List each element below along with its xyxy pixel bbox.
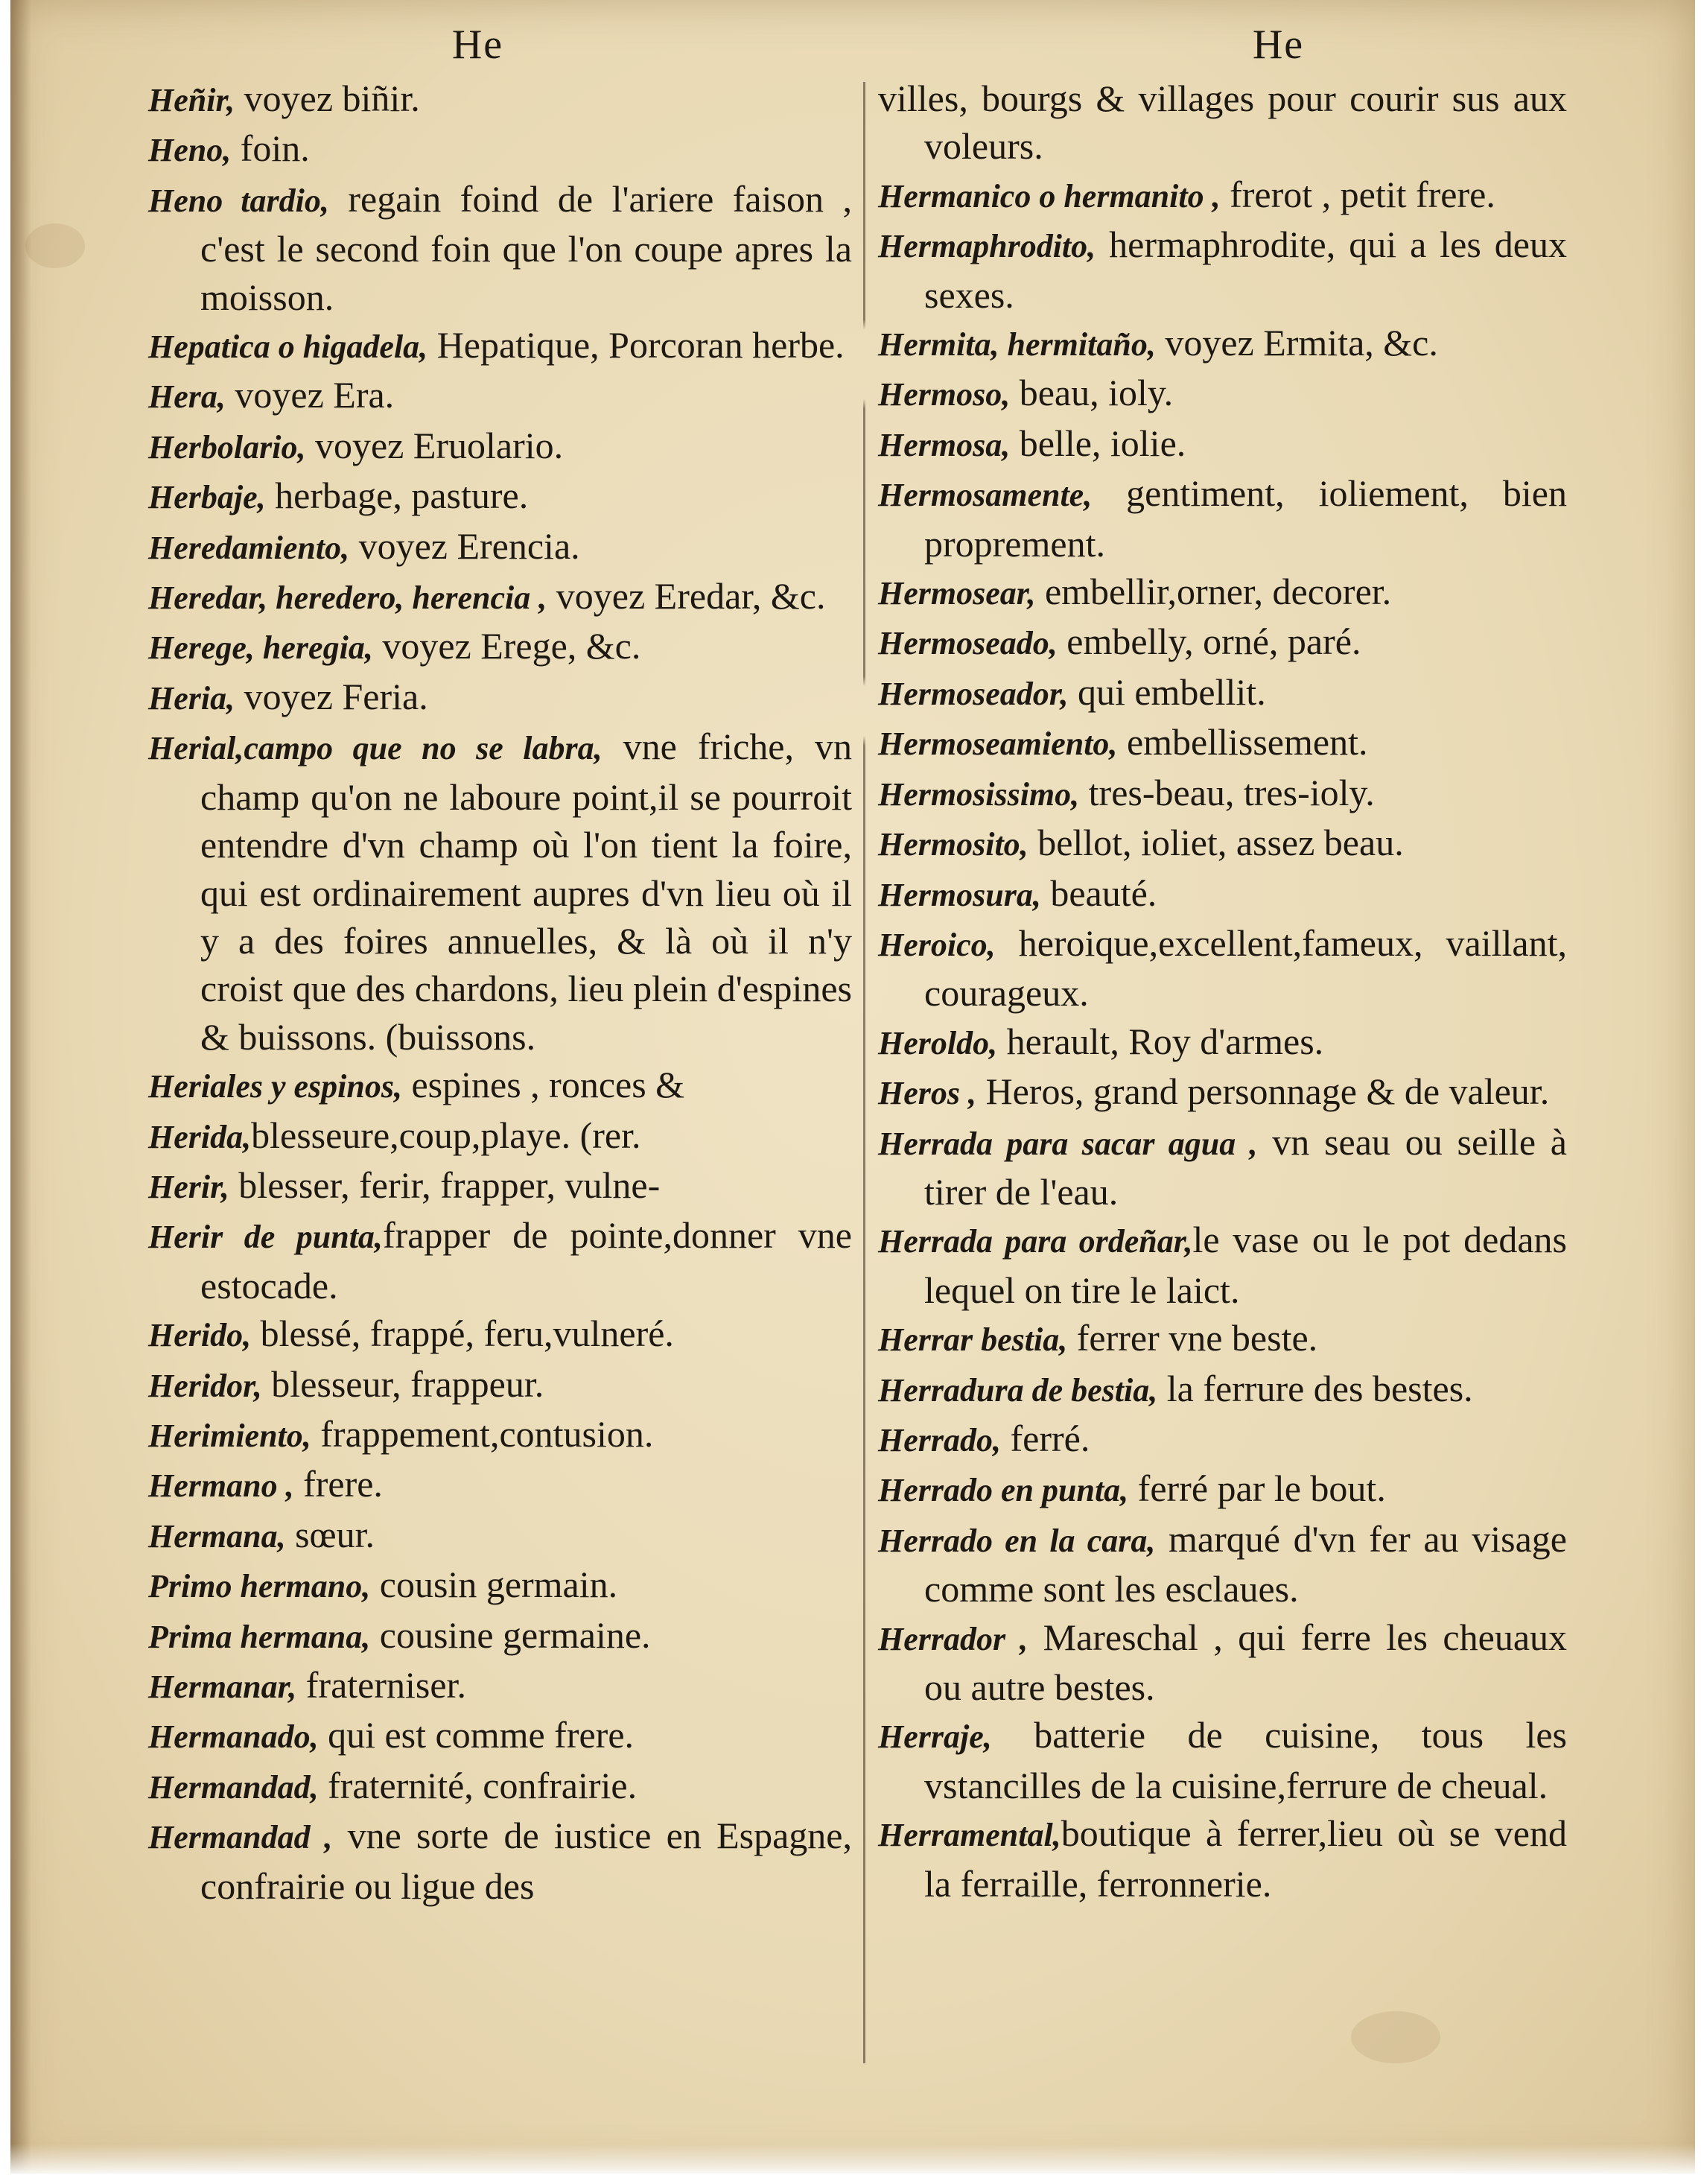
entry-headword: Heridor, [148,1367,262,1404]
gutter-shadow [10,0,31,2174]
dictionary-entry [148,175,852,321]
dictionary-entry [148,1310,852,1359]
entry-headword: Hermandad , [148,1819,333,1856]
dictionary-entry [878,1118,1567,1216]
dictionary-entry [148,723,852,1061]
entry-headword: Hermana, [148,1517,286,1555]
entry-headword: Herir de punta, [148,1219,383,1256]
entry-headword: Hera, [148,378,226,416]
entry-headword: Hermoseamiento, [878,726,1118,763]
entry-headword: Heria, [148,679,235,717]
dictionary-entry [148,522,852,572]
entry-headword: Herradura de bestia, [878,1371,1158,1409]
dictionary-entry [878,1365,1567,1415]
left-running-header: He [451,22,504,68]
entry-headword: Herbaje, [148,479,266,516]
dictionary-entry [878,1711,1567,1809]
entry-definition: voyez Erege, &c. [372,625,641,667]
entry-definition: ferré. [1001,1417,1090,1459]
entry-definition: bellot, ioliet, assez beau. [1028,822,1404,864]
entry-definition: le vase ou le pot dedans lequel on tire le laict. [924,1219,1567,1311]
entry-definition: gentiment, ioliement, bien proprement. [924,472,1567,565]
dictionary-entry [878,1613,1567,1712]
dictionary-entry [148,321,852,371]
entry-headword: Herege, heregia, [148,629,373,667]
dictionary-entry [148,472,852,521]
entry-definition: cousine germaine. [370,1613,651,1656]
dictionary-entry [148,1812,852,1910]
entry-definition: blesseur, frappeur. [261,1362,544,1405]
entry-definition: voyez Feria. [235,675,428,717]
entry-definition: villes, bourgs & villages pour courir sus aux voleurs. [878,77,1567,168]
entry-headword: Herido, [148,1317,252,1354]
dictionary-entry [878,1809,1567,1908]
entry-definition: qui embellit. [1068,670,1266,713]
dictionary-entry [878,1464,1567,1514]
entry-headword: Herrada para sacar agua , [878,1125,1258,1162]
entry-headword: Herrada para ordeñar, [878,1223,1193,1260]
dictionary-entry [878,869,1567,919]
entry-headword: Herbolario, [148,428,306,466]
entry-definition: blessé, frappé, feru,vulneré. [251,1312,674,1355]
dictionary-entry [148,1360,852,1410]
entry-definition: voyez Erencia. [349,524,580,567]
dictionary-entry [148,371,852,421]
entry-definition: voyez Eruolario. [305,424,564,466]
entry-headword: Hermosura, [878,876,1041,913]
dictionary-entry [148,1111,852,1161]
entry-definition: boutique à ferrer,lieu où se vend la ferraille, ferronnerie. [924,1812,1567,1905]
entry-headword: Herraje, [878,1718,992,1756]
entry-definition: embellir,orner, decorer. [1035,571,1392,613]
dictionary-entry [878,819,1567,869]
entry-headword: Heñir, [148,82,235,118]
dictionary-entry [148,1511,852,1561]
entry-definition: cousin germain. [370,1564,618,1606]
dictionary-entry [878,668,1567,718]
entry-headword: Heriales y espinos, [148,1068,402,1105]
dictionary-entry [148,1711,852,1761]
entry-headword: Hermanado, [148,1718,319,1756]
entry-headword: Herramental, [878,1817,1061,1854]
dictionary-entry [148,1061,852,1111]
entry-headword: Hermita, hermitaño, [878,326,1156,364]
entry-definition: voyez Eredar, &c. [547,575,826,618]
entry-headword: Primo hermano, [148,1568,371,1605]
dictionary-entry [148,1460,852,1510]
right-entries [878,74,1567,1908]
dictionary-entry [878,618,1567,667]
entry-headword: Herir, [148,1168,229,1205]
entry-definition: Heros, grand personnage & de valeur. [976,1070,1550,1113]
entry-definition: beau, ioly. [1010,372,1174,414]
entry-headword: Herrado, [878,1421,1001,1458]
entry-headword: Hermosissimo, [878,775,1080,813]
entry-definition: vne friche, vn champ qu'on ne laboure point,il se pourroit entendre d'vn champ où l'on tient la foire, qui est ordinairement aupres d'vn lieu où il y a des foires annuelles, & là où il n'y croist que des chardons, lieu plein d'espines & buissons. (buissons. [200,726,852,1058]
entry-definition: batterie de cuisine, tous les vstancilles de la cuisine,ferrure de cheual. [924,1714,1567,1806]
entry-headword: Heno, [148,132,232,169]
entry-definition: la ferrure des bestes. [1157,1367,1473,1409]
entry-headword: Prima hermana, [148,1618,371,1655]
dictionary-entry [878,919,1567,1018]
entry-definition: tres-beau, tres-ioly. [1079,771,1375,813]
dictionary-entry [878,171,1567,220]
entry-definition: fraterniser. [296,1664,466,1706]
entry-headword: Heredamiento, [148,529,350,566]
entry-definition: voyez Ermita, &c. [1155,322,1438,364]
entry-headword: Hermoso, [878,376,1011,413]
dictionary-entry [148,74,852,124]
entry-headword: Hermanico o hermanito , [878,177,1221,215]
dictionary-entry [148,1611,852,1661]
dictionary-entry [148,1661,852,1711]
dictionary-entry [878,718,1567,768]
dictionary-entry [148,673,852,723]
entry-headword: Herrador , [878,1620,1028,1657]
entry-definition: voyez Era. [225,374,395,416]
entry-definition: hermaphrodite, qui a les deux sexes. [924,223,1567,316]
entry-definition: espines , ronces & [401,1064,685,1106]
dictionary-entry [878,1515,1567,1613]
entry-headword: Hermoseador, [878,675,1069,712]
dictionary-entry [878,1067,1567,1117]
dictionary-entry [148,572,852,622]
dictionary-entry [878,220,1567,319]
entry-definition: Mareschal , qui ferre les cheuaux ou autre bestes. [924,1616,1568,1708]
dictionary-entry [148,1211,852,1310]
dictionary-entry [148,622,852,672]
dictionary-entry [878,74,1567,171]
entry-definition: regain foind de l'ariere faison , c'est le second foin que l'on coupe apres la moisson. [200,177,852,318]
dictionary-entry [148,1762,852,1812]
dictionary-entry [148,1161,852,1211]
column-rule [863,82,865,2063]
dictionary-entry [878,1415,1567,1464]
entry-headword: Hermosa, [878,426,1011,463]
entry-definition: fraternité, confrairie. [318,1764,638,1806]
entry-definition: frerot , petit frere. [1220,173,1495,215]
entry-definition: voyez biñir. [235,77,420,119]
entry-definition: vn seau ou seille à tirer de l'eau. [924,1120,1567,1213]
dictionary-entry [878,1314,1567,1364]
dictionary-entry [878,1018,1567,1067]
entry-definition: beauté. [1040,872,1157,914]
entry-headword: Heredar, heredero, herencia , [148,580,547,617]
entry-headword: Hermanar, [148,1669,297,1705]
entry-definition: ferrer vne beste. [1067,1317,1318,1359]
entry-definition: qui est comme frere. [318,1714,635,1756]
dictionary-entry [878,419,1567,469]
page-bottom-edge [10,2144,1695,2174]
entry-headword: Herimiento, [148,1417,311,1454]
book-page [10,0,1695,2174]
dictionary-entry [148,1561,852,1610]
dictionary-entry [148,124,852,174]
dictionary-entry [878,1216,1567,1314]
right-column [878,0,1567,2129]
entry-headword: Hermosito, [878,826,1028,863]
entry-headword: Herrado en la cara, [878,1522,1156,1559]
entry-definition: frere. [293,1463,383,1505]
entry-definition: sœur. [285,1513,375,1555]
entry-definition: herault, Roy d'armes. [997,1020,1324,1062]
entry-definition: embelly, orné, paré. [1057,620,1361,663]
entry-headword: Hermandad, [148,1768,319,1806]
entry-definition: blesseure,coup,playe. (rer. [251,1114,641,1156]
entry-definition: frapper de pointe,donner vne estocade. [200,1214,852,1307]
left-entries [148,74,852,1910]
entry-definition: marqué d'vn fer au visage comme sont les esclaues. [924,1517,1567,1610]
entry-definition: ferré par le bout. [1128,1467,1386,1510]
entry-definition: herbage, pasture. [265,474,529,517]
right-running-header: He [1252,22,1305,68]
entry-headword: Hermaphrodito, [878,228,1096,265]
entry-definition: vne sorte de iustice en Espagne, confrairie ou ligue des [200,1815,852,1907]
dictionary-entry [148,422,852,472]
entry-headword: Hermosamente, [878,477,1093,514]
entry-headword: Heno tardio, [148,182,329,219]
paper-stain [25,223,85,268]
dictionary-entry [878,769,1567,819]
entry-headword: Hermano , [148,1467,294,1505]
entry-headword: Hermosear, [878,575,1036,612]
entry-headword: Heroldo, [878,1024,998,1061]
entry-definition: belle, iolie. [1010,422,1186,464]
entry-headword: Heroico, [878,926,996,963]
entry-definition: embellissement. [1117,721,1368,764]
entry-definition: heroique,excellent,fameux, vaillant, courageux. [924,921,1567,1015]
dictionary-entry [878,568,1567,618]
entry-definition: frappement,contusion. [311,1412,654,1455]
dictionary-entry [878,319,1567,369]
entry-definition: blesser, ferir, frapper, vulne- [229,1164,661,1206]
entry-headword: Herida, [148,1118,252,1155]
entry-headword: Heros , [878,1075,976,1112]
entry-definition: Hepatique, Porcoran herbe. [427,324,845,366]
entry-headword: Herrado en punta, [878,1472,1129,1509]
dictionary-entry [148,1410,852,1460]
dictionary-entry [878,469,1567,568]
dictionary-entry [878,369,1567,419]
entry-headword: Herrar bestia, [878,1321,1068,1359]
entry-definition: foin. [231,127,310,170]
entry-headword: Hermoseado, [878,625,1058,662]
entry-headword: Herial,campo que no se labra, [148,730,602,767]
left-column [148,0,852,2129]
entry-headword: Hepatica o higadela, [148,328,428,366]
